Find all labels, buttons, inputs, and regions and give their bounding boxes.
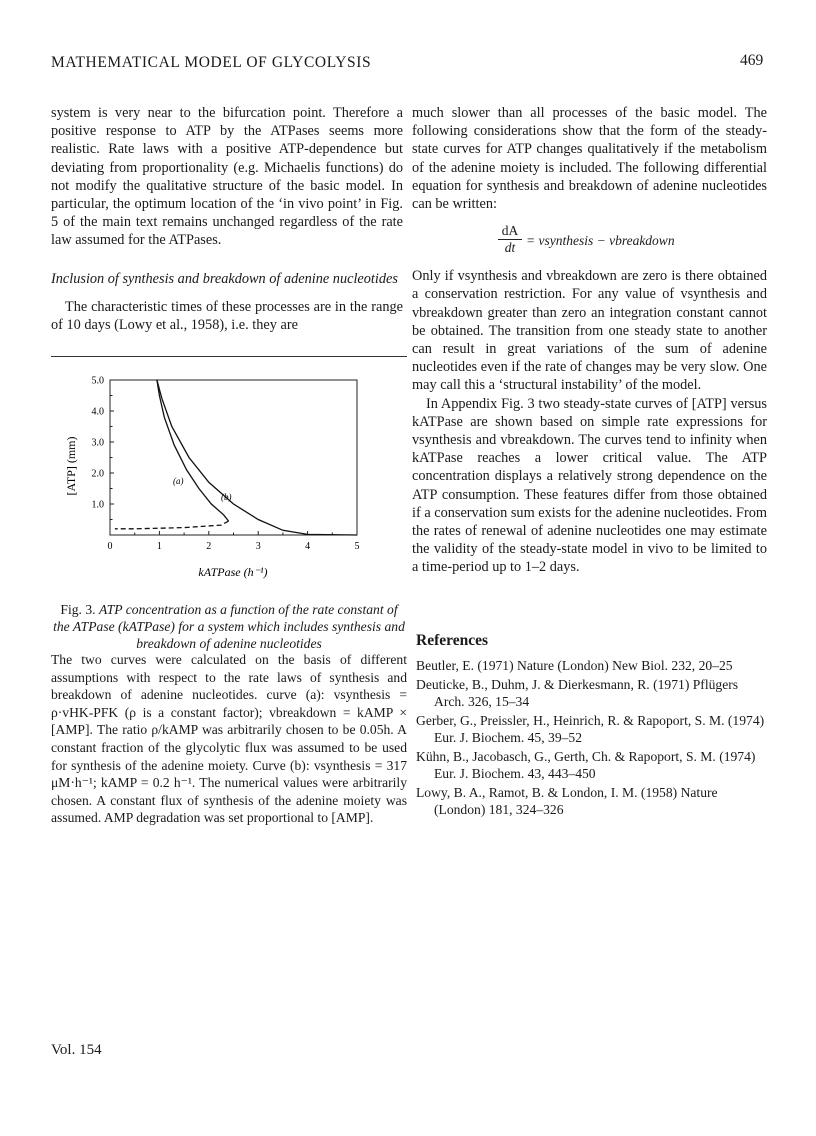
curve-a-unstable	[115, 521, 229, 529]
left-column	[51, 104, 403, 334]
x-tick-label: 3	[255, 541, 261, 552]
atp-chart	[55, 366, 405, 591]
plot-frame	[110, 380, 357, 535]
figure-top-rule	[51, 356, 407, 357]
x-tick-label: 5	[354, 541, 360, 552]
figure-note	[51, 651, 407, 827]
reference-item: Gerber, G., Preissler, H., Heinrich, R. & Rapoport, S. M. (1974) Eur. J. Biochem. 45, 39–52	[416, 713, 765, 745]
figure-3	[55, 366, 405, 591]
volume-footer: Vol. 154	[51, 1042, 102, 1058]
reference-item: Kühn, B., Jacobasch, G., Gerth, Ch. & Rapoport, S. M. (1974) Eur. J. Biochem. 43, 443–450	[416, 749, 756, 781]
page-number: 469	[740, 52, 764, 69]
curve-b-label: (b)	[221, 492, 232, 502]
running-title: MATHEMATICAL MODEL OF GLYCOLYSIS	[51, 54, 372, 71]
reference-item: Beutler, E. (1971) Nature (London) New Biol. 232, 20–25	[416, 658, 733, 673]
curve-a-label: (a)	[173, 476, 184, 486]
paragraph: system is very near to the bifurcation point. Therefore a positive response to ATP by the ATPases seems more realistic. Rate laws with a positive ATP-dependence but deviating from proportionality (e.g. Michaelis functions) do not modify the qualitative structure of the basic model. In particular, the optimum location of the ‘in vivo point’ in Fig. 5 of the main text remains unchanged regardless of the rate law assumed for the ATPases.	[51, 105, 403, 249]
curve-b	[157, 380, 357, 535]
caption-lead: Fig. 3.	[60, 602, 96, 617]
paragraph: much slower than all processes of the basic model. The following considerations show that the form of the steady-state curves for ATP changes qualitatively if the metabolism of the adenine moiety is included. The following differential equation for synthesis and breakdown of adenine nucleotides can be written:	[412, 105, 767, 213]
y-tick-label: 3.0	[91, 437, 104, 449]
x-tick-label: 4	[305, 541, 311, 552]
curve-a-stable	[157, 380, 229, 521]
right-column	[412, 104, 767, 577]
x-tick-label: 2	[206, 541, 212, 552]
paragraph: In Appendix Fig. 3 two steady-state curves of [ATP] versus kATPase are shown based on simple rate expressions for vsynthesis and vbreakdown. The curves tend to infinity when kATPase reaches a lower critical value. The ATP concentration displays a relatively strong dependence on the ATP consumption. These features differ from those obtained if a conservation sum exists for the adenine nucleotides. From the rates of renewal of adenine nucleotides one may estimate the validity of the steady-state model in vivo to be limited to a time-period up to 1–2 days.	[412, 395, 767, 576]
figure-caption	[51, 601, 407, 652]
y-tick-label: 5.0	[91, 375, 104, 387]
references-list	[416, 657, 768, 820]
paragraph: The characteristic times of these processes are in the range of 10 days (Lowy et al., 1958), i.e. they are	[51, 298, 403, 334]
figure-note-text: The two curves were calculated on the basis of different assumptions with respect to the rate laws of synthesis and breakdown of adenine nucleotides. curve (a): vsynthesis = ρ·vHK-PFK (ρ is a constant factor); vbreakdown = kAMP × [AMP]. The ratio ρ/kAMP was arbitrarily chosen to be 0.05h. A constant fraction of the glycolytic flux was assumed to be used for synthesis of the adenine moiety. Curve (b): vsynthesis = 317 μM·h⁻¹; kAMP = 0.2 h⁻¹. The numerical values were arbitrarily chosen. A constant flux of synthesis of the adenine moiety was assumed. AMP degradation was set proportional to [AMP].	[51, 652, 407, 826]
equation-numerator: dA	[498, 223, 522, 240]
equation-denominator: dt	[504, 240, 516, 256]
equation-rhs: = vsynthesis − vbreakdown	[526, 233, 675, 249]
reference-item: Deuticke, B., Duhm, J. & Dierkesmann, R. (1971) Pflügers Arch. 326, 15–34	[416, 677, 739, 709]
references-title: References	[416, 632, 489, 649]
y-axis-label: [ATP] (mm)	[64, 436, 78, 496]
caption-text: ATP concentration as a function of the rate constant of the ATPase (kATPase) for a system which includes synthesis and breakdown of adenine nucleotides	[53, 602, 405, 651]
origin-tick-label: 0	[107, 541, 113, 552]
x-axis-label: kATPase (h⁻¹)	[198, 565, 268, 579]
y-tick-label: 4.0	[91, 406, 104, 418]
y-tick-label: 1.0	[91, 499, 104, 511]
reference-item: Lowy, B. A., Ramot, B. & London, I. M. (1958) Nature (London) 181, 324–326	[416, 785, 718, 817]
x-tick-label: 1	[156, 541, 162, 552]
y-tick-label: 2.0	[91, 468, 104, 480]
equation	[412, 213, 767, 267]
section-heading: Inclusion of synthesis and breakdown of adenine nucleotides	[51, 270, 398, 287]
paragraph: Only if vsynthesis and vbreakdown are zero is there obtained a conservation restriction. For any value of vsynthesis and vbreakdown greater than zero an integration constant cannot be obtained. The transition from one steady state to another can result in great variations of the sum of adenine nucleotides even if the rate of changes may be very slow. One may call this a ‘structural instability’ of the model.	[412, 268, 767, 394]
